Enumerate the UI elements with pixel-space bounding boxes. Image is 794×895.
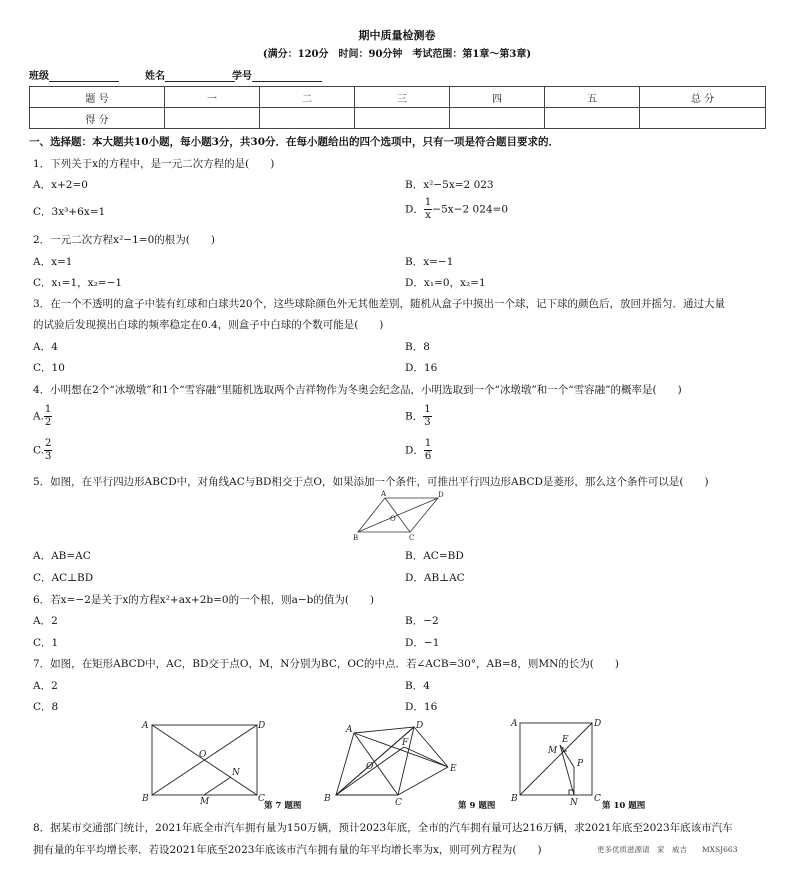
fig10-label-n: N: [570, 798, 578, 808]
fig9-label-f: F: [402, 738, 409, 748]
fig5-label-d: D: [438, 491, 444, 499]
fraction-denominator: 2: [44, 417, 52, 428]
segment-en: [560, 745, 574, 795]
q1-option-d-text: −5x−2 024=0: [432, 203, 509, 216]
fig5-label-o: O: [390, 515, 396, 523]
q5-option-d: D．AB⊥AC: [405, 572, 465, 584]
q4-option-c: [33, 438, 52, 463]
diagonal-ac: [354, 733, 398, 795]
fig7-label-c: C: [258, 794, 265, 804]
question-6-stem: 6．若x=−2是关于x的方程x²+ax+2b=0的一个根，则a−b的值为( ): [33, 594, 375, 606]
fig10-label-c: C: [594, 794, 601, 804]
fig7-label-n: N: [232, 768, 240, 778]
score-input-cell: [545, 108, 640, 129]
page-title: 期中质量检测卷: [358, 29, 436, 42]
fraction-denominator: 6: [424, 451, 432, 462]
score-input-cell: [165, 108, 260, 129]
q4-option-c-label: C.: [33, 444, 44, 457]
footer-watermark: 更多优质滋源请 家 威吉 MXSJ663: [597, 845, 738, 854]
score-input-cell: [450, 108, 545, 129]
fraction-numerator: 1: [424, 404, 431, 415]
q5-option-c: C．AC⊥BD: [33, 572, 94, 584]
fig10-label-e: E: [562, 735, 569, 745]
q1-option-d-label: D．: [405, 203, 424, 216]
class-field: [29, 67, 119, 82]
q6-option-a: A．2: [33, 615, 58, 627]
q4-option-d-label: D．: [405, 444, 424, 457]
q1-option-c: C．3x³+6x=1: [33, 206, 106, 218]
name-label: 姓名: [145, 71, 165, 82]
id-label: 学号: [232, 71, 252, 82]
score-table-header-row: [30, 87, 766, 108]
q4-fraction-d: [424, 438, 432, 463]
exam-info: (满分：120分 时间：90分钟 考试范围：第1章～第3章): [262, 49, 532, 60]
q3-option-a: A．4: [33, 341, 58, 353]
q4-option-a: [33, 404, 52, 429]
fig5-label-c: C: [409, 534, 415, 542]
score-input-cell: [640, 108, 766, 129]
score-cell: 得 分: [30, 108, 165, 129]
score-cell: 题 号: [30, 87, 165, 108]
q4-option-b: [405, 404, 432, 429]
q6-option-b: B．−2: [405, 615, 439, 627]
id-field: [232, 67, 322, 82]
fig10-label-d: D: [594, 719, 602, 729]
q2-option-c: C．x₁=1，x₂=−1: [33, 277, 123, 289]
segment-ce: [398, 767, 448, 795]
fraction-numerator: 1: [44, 404, 52, 415]
q5-option-b: B．AC=BD: [405, 550, 464, 562]
q4-fraction-c: [44, 438, 52, 463]
fraction-denominator: x: [425, 210, 431, 221]
name-field: [145, 67, 235, 82]
id-blank: [252, 70, 322, 82]
class-blank: [49, 70, 119, 82]
q3-option-b: B．8: [405, 341, 430, 353]
q7-option-d: D．16: [405, 701, 438, 713]
fig7-label-b: B: [142, 794, 149, 804]
q4-fraction-b: [423, 404, 431, 429]
fig7-label-a: A: [142, 721, 149, 731]
fig10-label-a: A: [511, 719, 518, 729]
q2-option-b: B．x=−1: [405, 256, 454, 268]
fig10-label-m: M: [548, 746, 558, 756]
fig7-label-m: M: [200, 797, 210, 807]
question-4-stem: 4．小明想在2个“冰墩墩”和1个“雪容融”里随机选取两个吉祥物作为冬奥会纪念品，小明选取到一个“冰墩墩”和一个“雪容融”的概率是( ): [33, 384, 682, 396]
figure-10-square: [508, 715, 668, 812]
fig10-label-b: B: [511, 794, 518, 804]
question-5-stem: 5．如图，在平行四边形ABCD中，对角线AC与BD相交于点O，如果添加一个条件，可推出平行四边形ABCD是菱形，那么这个条件可以是( ): [33, 476, 709, 488]
score-cell: 五: [545, 87, 640, 108]
fig9-label-e: E: [450, 764, 457, 774]
fig7-label-o: O: [199, 750, 207, 760]
q1-option-d: [405, 197, 508, 222]
q2-option-d: D．x₁=0，x₂=1: [405, 277, 486, 289]
q4-option-b-label: B．: [405, 410, 424, 423]
score-cell: 二: [260, 87, 355, 108]
segment-fe: [404, 747, 448, 767]
q4-option-d: [405, 438, 432, 463]
fraction-denominator: 3: [45, 451, 52, 462]
score-cell: 总 分: [640, 87, 766, 108]
figure-7-caption: 第 7 题图: [264, 801, 302, 811]
fig9-label-d: D: [416, 721, 424, 731]
question-3-stem-line2: 的试验后发现摸出白球的频率稳定在0.4，则盒子中白球的个数可能是( ): [33, 319, 384, 331]
diagonal-bd: [358, 498, 438, 532]
fig7-label-d: D: [258, 721, 266, 731]
q6-option-d: D．−1: [405, 637, 440, 649]
q1-option-a: A．x+2=0: [33, 179, 88, 191]
figure-9-caption: 第 9 题图: [458, 801, 496, 811]
section-heading: 一、选择题：本大题共10小题，每小题3分，共30分．在每小题给出的四个选项中，只有一项是符合题目要求的．: [29, 136, 560, 148]
fig9-label-o: O: [366, 762, 374, 772]
q4-fraction-a: [44, 404, 52, 429]
q7-option-b: B．4: [405, 680, 430, 692]
q1-option-b: B．x²−5x=2 023: [405, 179, 494, 191]
question-7-stem: 7．如图，在矩形ABCD中，AC，BD交于点O，M，N分别为BC，OC的中点．若∠ACB=30°，AB=8，则MN的长为( ): [33, 658, 619, 670]
score-table: [29, 86, 766, 129]
q4-option-a-label: A.: [33, 410, 44, 423]
q2-option-a: A．x=1: [33, 256, 73, 268]
score-input-cell: [260, 108, 355, 129]
fig9-label-a: A: [346, 725, 353, 735]
fig10-label-p: P: [577, 759, 584, 769]
fig9-label-b: B: [324, 794, 331, 804]
segment-mn: [204, 777, 231, 795]
question-1-stem: 1．下列关于x的方程中，是一元二次方程的是( ): [33, 158, 275, 170]
score-table-score-row: [30, 108, 766, 129]
score-cell: 一: [165, 87, 260, 108]
fig5-label-b: B: [353, 534, 359, 542]
figure-9-diagram: [318, 715, 508, 812]
fraction-numerator: 1: [424, 438, 432, 449]
score-cell: 四: [450, 87, 545, 108]
q3-option-c: C．10: [33, 362, 65, 374]
fraction-numerator: 1: [424, 197, 432, 208]
q7-option-a: A．2: [33, 680, 58, 692]
class-label: 班级: [29, 71, 49, 82]
fraction-denominator: 3: [424, 417, 431, 428]
figure-10-caption: 第 10 题图: [602, 801, 646, 811]
question-8-stem-line2: 拥有量的年平均增长率．若设2021年底至2023年底该市汽车拥有量的年平均增长率为x，则可列方程为( ): [33, 844, 542, 856]
q7-option-c: C．8: [33, 701, 59, 713]
question-2-stem: 2．一元二次方程x²−1=0的根为( ): [33, 234, 215, 246]
fig5-label-a: A: [381, 490, 387, 498]
fig9-label-c: C: [395, 798, 402, 808]
name-blank: [165, 70, 235, 82]
q5-option-a: A．AB=AC: [33, 550, 91, 562]
score-cell: 三: [355, 87, 450, 108]
score-input-cell: [355, 108, 450, 129]
question-3-stem-line1: 3．在一个不透明的盒子中装有红球和白球共20个，这些球除颜色外无其他差别，随机从盒子中摸出一个球，记下球的颜色后，放回并摇匀．通过大量: [33, 298, 726, 310]
figure-7-rectangle: [138, 715, 318, 812]
q5-parallelogram-figure: [350, 490, 445, 542]
q3-option-d: D．16: [405, 362, 438, 374]
question-8-stem-line1: 8．据某市交通部门统计，2021年底全市汽车拥有量为150万辆，预计2023年底，全市的汽车拥有量可达216万辆，求2021年底至2023年底该市汽车: [33, 822, 733, 834]
q6-option-c: C．1: [33, 637, 59, 649]
fraction-numerator: 2: [45, 438, 52, 449]
